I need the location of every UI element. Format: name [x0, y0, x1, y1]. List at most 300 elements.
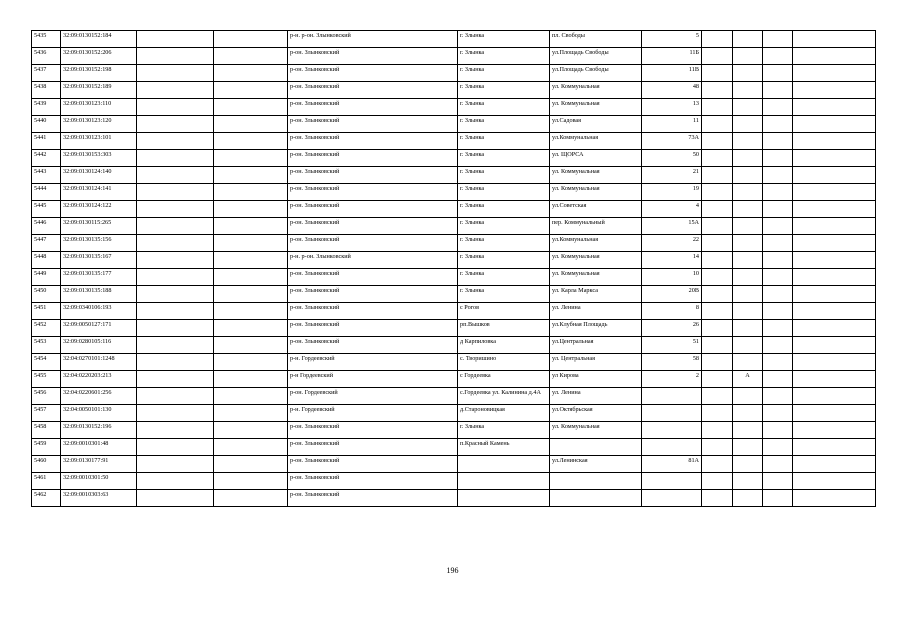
house-number-cell: 19 — [642, 184, 702, 201]
cadastral-number-cell: 32:09:0280105:116 — [61, 337, 137, 354]
empty-cell — [763, 235, 793, 252]
empty-cell — [137, 286, 214, 303]
empty-cell — [214, 65, 288, 82]
district-cell: р-он. Злынковский — [288, 48, 458, 65]
district-cell: р-он. Злынковский — [288, 490, 458, 507]
empty-cell — [137, 422, 214, 439]
empty-cell — [137, 252, 214, 269]
empty-cell — [137, 303, 214, 320]
street-cell: ул. Карла Маркса — [550, 286, 642, 303]
empty-cell — [793, 456, 876, 473]
table-row — [32, 133, 876, 150]
page-number: 196 — [446, 566, 459, 575]
row-number-cell: 5439 — [32, 99, 61, 116]
row-number-cell: 5449 — [32, 269, 61, 286]
row-number-cell: 5446 — [32, 218, 61, 235]
locality-cell: г. Злынка — [458, 252, 550, 269]
empty-cell — [702, 405, 733, 422]
table-row — [32, 65, 876, 82]
house-number-cell — [642, 490, 702, 507]
cadastral-number-cell: 32:09:0130123:110 — [61, 99, 137, 116]
row-number-cell: 5437 — [32, 65, 61, 82]
row-number-cell: 5444 — [32, 184, 61, 201]
district-cell: р-он. Злынковский — [288, 439, 458, 456]
registry-table — [31, 30, 876, 507]
empty-cell — [214, 99, 288, 116]
street-cell — [550, 490, 642, 507]
district-cell: р-он. Злынковский — [288, 456, 458, 473]
letter-cell — [733, 303, 763, 320]
district-cell: р-он. Злынковский — [288, 320, 458, 337]
empty-cell — [702, 133, 733, 150]
street-cell: ул. Коммунальная — [550, 99, 642, 116]
table-row — [32, 235, 876, 252]
street-cell: ул.Октябрьская — [550, 405, 642, 422]
street-cell: ул.Коммунальная — [550, 133, 642, 150]
row-number-cell: 5445 — [32, 201, 61, 218]
empty-cell — [763, 184, 793, 201]
table-row — [32, 269, 876, 286]
street-cell: пер. Коммунальный — [550, 218, 642, 235]
empty-cell — [214, 150, 288, 167]
empty-cell — [137, 320, 214, 337]
locality-cell — [458, 490, 550, 507]
row-number-cell: 5452 — [32, 320, 61, 337]
empty-cell — [214, 184, 288, 201]
row-number-cell: 5443 — [32, 167, 61, 184]
street-cell: ул. Коммунальная — [550, 167, 642, 184]
district-cell: р-он. Злынковский — [288, 303, 458, 320]
empty-cell — [214, 116, 288, 133]
locality-cell: п.Красный Камень — [458, 439, 550, 456]
empty-cell — [793, 269, 876, 286]
empty-cell — [702, 31, 733, 48]
locality-cell: г. Злынка — [458, 82, 550, 99]
table-row — [32, 473, 876, 490]
empty-cell — [763, 201, 793, 218]
empty-cell — [702, 456, 733, 473]
empty-cell — [793, 354, 876, 371]
letter-cell — [733, 269, 763, 286]
locality-cell — [458, 473, 550, 490]
letter-cell — [733, 65, 763, 82]
district-cell: р-он. Гордеевский — [288, 388, 458, 405]
letter-cell — [733, 167, 763, 184]
empty-cell — [702, 422, 733, 439]
row-number-cell: 5459 — [32, 439, 61, 456]
empty-cell — [137, 99, 214, 116]
table-row — [32, 388, 876, 405]
street-cell: ул.Коммунальная — [550, 235, 642, 252]
letter-cell — [733, 473, 763, 490]
district-cell: р-он. Злынковский — [288, 201, 458, 218]
empty-cell — [214, 439, 288, 456]
empty-cell — [137, 48, 214, 65]
cadastral-number-cell: 32:09:0130152:196 — [61, 422, 137, 439]
table-row — [32, 116, 876, 133]
street-cell: ул.Площадь Свободы — [550, 65, 642, 82]
letter-cell — [733, 201, 763, 218]
empty-cell — [763, 371, 793, 388]
letter-cell — [733, 405, 763, 422]
empty-cell — [137, 167, 214, 184]
empty-cell — [702, 388, 733, 405]
district-cell: р-он. Злынковский — [288, 99, 458, 116]
locality-cell: г. Злынка — [458, 133, 550, 150]
letter-cell — [733, 99, 763, 116]
locality-cell: г. Злынка — [458, 167, 550, 184]
row-number-cell: 5457 — [32, 405, 61, 422]
empty-cell — [137, 269, 214, 286]
locality-cell: рп.Вышков — [458, 320, 550, 337]
empty-cell — [793, 167, 876, 184]
empty-cell — [702, 303, 733, 320]
house-number-cell — [642, 439, 702, 456]
house-number-cell: 73А — [642, 133, 702, 150]
empty-cell — [214, 252, 288, 269]
table-row — [32, 201, 876, 218]
empty-cell — [137, 218, 214, 235]
empty-cell — [793, 82, 876, 99]
empty-cell — [137, 456, 214, 473]
table-row — [32, 167, 876, 184]
cadastral-number-cell: 32:04:0220203:213 — [61, 371, 137, 388]
empty-cell — [137, 354, 214, 371]
house-number-cell: 11В — [642, 65, 702, 82]
house-number-cell: 22 — [642, 235, 702, 252]
empty-cell — [793, 286, 876, 303]
street-cell: ул.Центральная — [550, 337, 642, 354]
empty-cell — [702, 82, 733, 99]
locality-cell: г. Злынка — [458, 150, 550, 167]
empty-cell — [793, 303, 876, 320]
table-row — [32, 490, 876, 507]
letter-cell — [733, 116, 763, 133]
empty-cell — [137, 337, 214, 354]
empty-cell — [763, 337, 793, 354]
table-row — [32, 456, 876, 473]
street-cell: ул.Советская — [550, 201, 642, 218]
empty-cell — [137, 116, 214, 133]
empty-cell — [214, 218, 288, 235]
empty-cell — [763, 133, 793, 150]
cadastral-number-cell: 32:09:0130135:167 — [61, 252, 137, 269]
table-row — [32, 337, 876, 354]
empty-cell — [793, 490, 876, 507]
district-cell: р-н. Гордеевский — [288, 354, 458, 371]
empty-cell — [763, 116, 793, 133]
cadastral-number-cell: 32:04:0270101:1248 — [61, 354, 137, 371]
cadastral-number-cell: 32:09:0130123:101 — [61, 133, 137, 150]
letter-cell — [733, 82, 763, 99]
empty-cell — [137, 150, 214, 167]
empty-cell — [763, 422, 793, 439]
empty-cell — [793, 184, 876, 201]
empty-cell — [702, 167, 733, 184]
letter-cell — [733, 184, 763, 201]
empty-cell — [793, 116, 876, 133]
letter-cell: А — [733, 371, 763, 388]
cadastral-number-cell: 32:09:0130153:303 — [61, 150, 137, 167]
locality-cell: г. Злынка — [458, 65, 550, 82]
empty-cell — [702, 320, 733, 337]
letter-cell — [733, 456, 763, 473]
table-row — [32, 405, 876, 422]
house-number-cell — [642, 422, 702, 439]
empty-cell — [763, 167, 793, 184]
empty-cell — [793, 235, 876, 252]
letter-cell — [733, 439, 763, 456]
cadastral-number-cell: 32:09:0050127:171 — [61, 320, 137, 337]
house-number-cell: 15А — [642, 218, 702, 235]
district-cell: р-он. Злынковский — [288, 286, 458, 303]
cadastral-number-cell: 32:09:0130135:156 — [61, 235, 137, 252]
locality-cell: г. Злынка — [458, 269, 550, 286]
empty-cell — [763, 286, 793, 303]
table-row — [32, 99, 876, 116]
table-row — [32, 286, 876, 303]
empty-cell — [763, 99, 793, 116]
empty-cell — [763, 269, 793, 286]
cadastral-number-cell: 32:09:0130152:198 — [61, 65, 137, 82]
house-number-cell: 81А — [642, 456, 702, 473]
letter-cell — [733, 150, 763, 167]
cadastral-number-cell: 32:09:0130115:265 — [61, 218, 137, 235]
table-row — [32, 320, 876, 337]
empty-cell — [763, 320, 793, 337]
table-body — [32, 31, 876, 507]
house-number-cell — [642, 405, 702, 422]
empty-cell — [702, 473, 733, 490]
row-number-cell: 5450 — [32, 286, 61, 303]
table-row — [32, 218, 876, 235]
empty-cell — [763, 150, 793, 167]
empty-cell — [793, 388, 876, 405]
cadastral-number-cell: 32:09:0130135:177 — [61, 269, 137, 286]
empty-cell — [214, 201, 288, 218]
house-number-cell: 14 — [642, 252, 702, 269]
empty-cell — [793, 320, 876, 337]
table-row — [32, 31, 876, 48]
empty-cell — [137, 133, 214, 150]
house-number-cell — [642, 473, 702, 490]
row-number-cell: 5461 — [32, 473, 61, 490]
cadastral-number-cell: 32:09:0130152:184 — [61, 31, 137, 48]
letter-cell — [733, 354, 763, 371]
row-number-cell: 5458 — [32, 422, 61, 439]
house-number-cell: 11 — [642, 116, 702, 133]
empty-cell — [763, 65, 793, 82]
empty-cell — [702, 99, 733, 116]
empty-cell — [793, 48, 876, 65]
street-cell: ул. Коммунальная — [550, 269, 642, 286]
district-cell: р-он. Злынковский — [288, 133, 458, 150]
empty-cell — [793, 218, 876, 235]
table-row — [32, 303, 876, 320]
district-cell: р-н Гордеевский — [288, 371, 458, 388]
cadastral-number-cell: 32:09:0130152:189 — [61, 82, 137, 99]
empty-cell — [793, 150, 876, 167]
row-number-cell: 5453 — [32, 337, 61, 354]
empty-cell — [137, 405, 214, 422]
row-number-cell: 5436 — [32, 48, 61, 65]
empty-cell — [763, 354, 793, 371]
house-number-cell: 13 — [642, 99, 702, 116]
locality-cell: д.Староновицкая — [458, 405, 550, 422]
empty-cell — [702, 269, 733, 286]
house-number-cell: 8 — [642, 303, 702, 320]
letter-cell — [733, 320, 763, 337]
house-number-cell: 58 — [642, 354, 702, 371]
empty-cell — [702, 150, 733, 167]
empty-cell — [763, 388, 793, 405]
empty-cell — [137, 65, 214, 82]
table-row — [32, 82, 876, 99]
empty-cell — [214, 490, 288, 507]
locality-cell: г. Злынка — [458, 235, 550, 252]
empty-cell — [763, 252, 793, 269]
street-cell: ул. Коммунальная — [550, 184, 642, 201]
district-cell: р-он. Злынковский — [288, 116, 458, 133]
house-number-cell — [642, 388, 702, 405]
letter-cell — [733, 286, 763, 303]
table-row — [32, 354, 876, 371]
cadastral-number-cell: 32:09:0340106:193 — [61, 303, 137, 320]
cadastral-number-cell: 32:09:0130124:140 — [61, 167, 137, 184]
empty-cell — [137, 184, 214, 201]
row-number-cell: 5456 — [32, 388, 61, 405]
empty-cell — [702, 65, 733, 82]
empty-cell — [702, 354, 733, 371]
district-cell: р-он. Злынковский — [288, 82, 458, 99]
street-cell: ул.Ленинская — [550, 456, 642, 473]
table-row — [32, 422, 876, 439]
row-number-cell: 5454 — [32, 354, 61, 371]
empty-cell — [702, 337, 733, 354]
street-cell: ул. Коммунальная — [550, 422, 642, 439]
house-number-cell: 48 — [642, 82, 702, 99]
empty-cell — [793, 65, 876, 82]
locality-cell: г. Злынка — [458, 48, 550, 65]
locality-cell: г. Злынка — [458, 184, 550, 201]
street-cell: ул. Центральная — [550, 354, 642, 371]
house-number-cell: 20В — [642, 286, 702, 303]
street-cell — [550, 473, 642, 490]
district-cell: р-н. р-он. Злынковский — [288, 31, 458, 48]
street-cell: ул.Садовая — [550, 116, 642, 133]
empty-cell — [214, 31, 288, 48]
district-cell: р-он. Злынковский — [288, 473, 458, 490]
cadastral-number-cell: 32:09:0130152:206 — [61, 48, 137, 65]
letter-cell — [733, 235, 763, 252]
house-number-cell: 10 — [642, 269, 702, 286]
house-number-cell: 5 — [642, 31, 702, 48]
empty-cell — [702, 371, 733, 388]
letter-cell — [733, 252, 763, 269]
empty-cell — [214, 303, 288, 320]
locality-cell: г. Злынка — [458, 31, 550, 48]
district-cell: р-он. Злынковский — [288, 184, 458, 201]
cadastral-number-cell: 32:09:0130124:122 — [61, 201, 137, 218]
house-number-cell: 2 — [642, 371, 702, 388]
letter-cell — [733, 388, 763, 405]
street-cell: ул Кирова — [550, 371, 642, 388]
letter-cell — [733, 218, 763, 235]
cadastral-number-cell: 32:09:0010303:63 — [61, 490, 137, 507]
empty-cell — [793, 201, 876, 218]
table-row — [32, 184, 876, 201]
row-number-cell: 5441 — [32, 133, 61, 150]
locality-cell: г. Злынка — [458, 218, 550, 235]
row-number-cell: 5448 — [32, 252, 61, 269]
empty-cell — [214, 388, 288, 405]
row-number-cell: 5462 — [32, 490, 61, 507]
empty-cell — [793, 422, 876, 439]
row-number-cell: 5451 — [32, 303, 61, 320]
empty-cell — [763, 490, 793, 507]
empty-cell — [702, 116, 733, 133]
empty-cell — [763, 473, 793, 490]
row-number-cell: 5455 — [32, 371, 61, 388]
empty-cell — [793, 473, 876, 490]
house-number-cell: 26 — [642, 320, 702, 337]
house-number-cell: 21 — [642, 167, 702, 184]
street-cell — [550, 439, 642, 456]
house-number-cell: 11Б — [642, 48, 702, 65]
empty-cell — [214, 82, 288, 99]
row-number-cell: 5442 — [32, 150, 61, 167]
locality-cell: д Карпиловка — [458, 337, 550, 354]
district-cell: р-он. Злынковский — [288, 65, 458, 82]
empty-cell — [137, 201, 214, 218]
cadastral-number-cell: 32:09:0130123:120 — [61, 116, 137, 133]
district-cell: р-н. Гордеевский — [288, 405, 458, 422]
empty-cell — [793, 99, 876, 116]
district-cell: р-н. р-он. Злынковский — [288, 252, 458, 269]
empty-cell — [702, 490, 733, 507]
empty-cell — [137, 490, 214, 507]
district-cell: р-он. Злынковский — [288, 337, 458, 354]
letter-cell — [733, 422, 763, 439]
empty-cell — [137, 371, 214, 388]
cadastral-number-cell: 32:09:0010301:48 — [61, 439, 137, 456]
cadastral-number-cell: 32:04:0050101:130 — [61, 405, 137, 422]
district-cell: р-он. Злынковский — [288, 150, 458, 167]
district-cell: р-он. Злынковский — [288, 167, 458, 184]
street-cell: ул. Коммунальная — [550, 82, 642, 99]
empty-cell — [702, 184, 733, 201]
empty-cell — [702, 286, 733, 303]
empty-cell — [137, 473, 214, 490]
street-cell: ул. Коммунальная — [550, 252, 642, 269]
empty-cell — [763, 303, 793, 320]
empty-cell — [137, 235, 214, 252]
street-cell: ул. Ленина — [550, 388, 642, 405]
row-number-cell: 5440 — [32, 116, 61, 133]
letter-cell — [733, 133, 763, 150]
empty-cell — [702, 218, 733, 235]
district-cell: р-он. Злынковский — [288, 235, 458, 252]
empty-cell — [793, 252, 876, 269]
empty-cell — [214, 371, 288, 388]
cadastral-number-cell: 32:04:0220601:256 — [61, 388, 137, 405]
empty-cell — [214, 337, 288, 354]
empty-cell — [793, 337, 876, 354]
table-row — [32, 150, 876, 167]
table-row — [32, 252, 876, 269]
row-number-cell: 5438 — [32, 82, 61, 99]
empty-cell — [763, 82, 793, 99]
